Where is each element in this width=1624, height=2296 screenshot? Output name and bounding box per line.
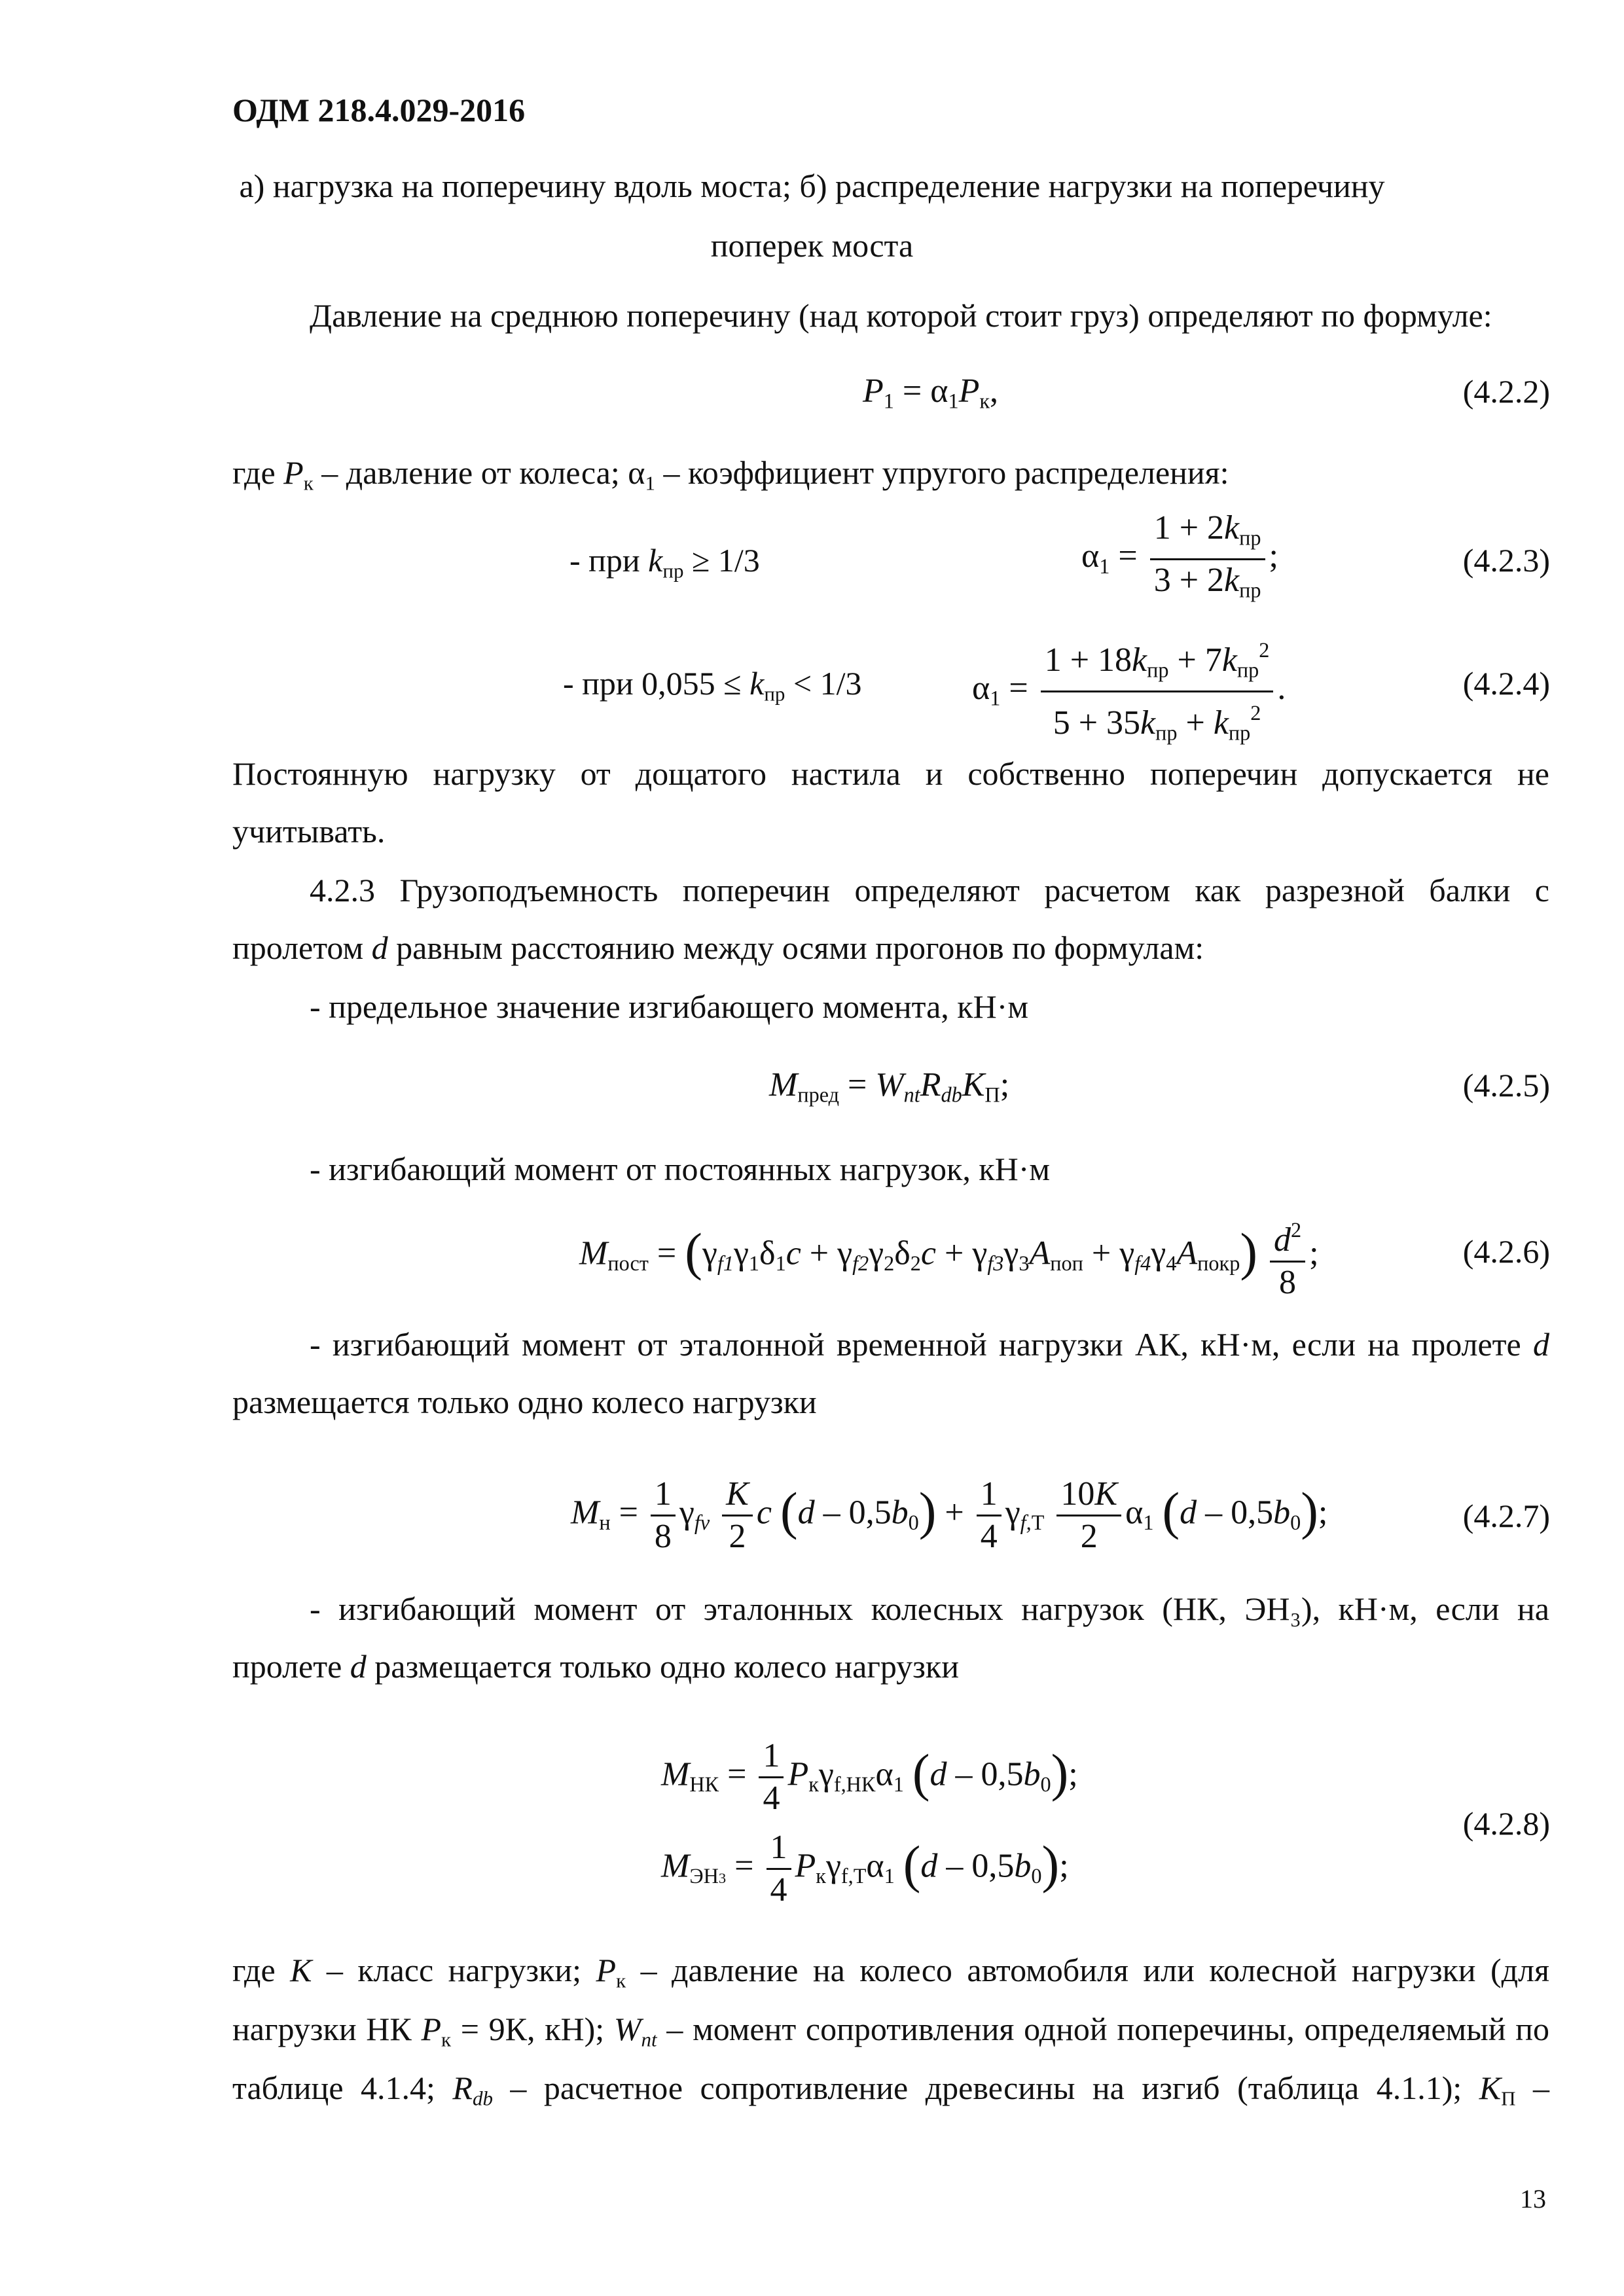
paragraph-permanent-load-line-1: Постоянную нагрузку от дощатого настила и собственно поперечин допускается не — [232, 755, 1549, 792]
equation-4-2-5: $M_{пред}$ = WntRdbK$_П$; — [769, 1066, 1010, 1107]
page-number: 13 — [1520, 2184, 1546, 2214]
equation-number-4-2-3: (4.2.3) — [1462, 542, 1550, 579]
bullet-ak-moment-line-2: размещается только одно колесо нагрузки — [232, 1384, 817, 1420]
figure-caption-line-1: а) нагрузка на поперечину вдоль моста; б) распределение нагрузки на поперечину — [239, 168, 1385, 204]
fraction-4-2-4: $\frac{1 + 18k_{пр} + 7k_{пр}^2}{5 + 35k_{пр} + k_{пр}^2}$ — [1041, 630, 1274, 753]
bullet-wheel-moment-line-2: пролете d размещается только одно колесо нагрузки — [232, 1648, 959, 1685]
paragraph-where-K-line-2: нагрузки НК $P_к = 9К$, кН); Wnt – момент сопротивления одной поперечины, определяемый по — [232, 2011, 1549, 2051]
paragraph-4-2-3-line-1: 4.2.3 Грузоподъемность поперечин определяют расчетом как разрезной балки с — [310, 872, 1549, 908]
bullet-permanent-moment: - изгибающий момент от постоянных нагрузок, кН·м — [310, 1151, 1051, 1187]
paragraph-where-K-line-3: таблице 4.1.4; Rdb – расчетное сопротивление древесины на изгиб (таблица 4.1.1); $K_П$ – — [232, 2070, 1550, 2110]
equation-number-4-2-4: (4.2.4) — [1462, 665, 1550, 702]
condition-k-range: - при $0,055 \le k_{пр} < 1/3$ — [563, 665, 862, 706]
equation-number-4-2-7: (4.2.7) — [1462, 1498, 1550, 1534]
condition-k-geq-one-third: - при $k_{пр} \ge 1/3$ — [569, 542, 760, 583]
paragraph-permanent-load-line-2: учитывать. — [232, 813, 386, 850]
equation-4-2-4: $\alpha_1$ = $\frac{1 + 18k_{пр} + 7k_{пр}^2}{5 + 35k_{пр} + k_{пр}^2}$ . — [972, 630, 1286, 753]
equation-4-2-7: $M_н$ = $\frac{1}{8}$ γfv $\frac{K}{2}$ c $(d - 0,5b_0)$ + $\frac{1}{4}$ $\gamma f,_Т$ $\frac{10K}{2}$ $\alpha_1$ $(d - 0,5b_0)$; — [571, 1475, 1328, 1555]
paragraph-pressure-intro: Давление на среднюю поперечину (над которой стоит груз) определяют по формуле: — [310, 297, 1492, 334]
equation-4-2-8-nk: $M_{НК}$ = $\frac{1}{4}$ $P_к\gamma_{f,НК}\alpha_1$ $(d - 0,5b_0)$; — [661, 1737, 1078, 1817]
fraction-d2-over-8: $\frac{d^2}{8}$ — [1270, 1210, 1305, 1303]
symbol-P: P — [863, 372, 884, 410]
equation-number-4-2-5: (4.2.5) — [1462, 1067, 1550, 1103]
equation-number-4-2-6: (4.2.6) — [1462, 1233, 1550, 1270]
paragraph-where-K-line-1: где K – класс нагрузки; $P_к$ – давление на колесо автомобиля или колесной нагрузки (для — [232, 1952, 1549, 1992]
figure-caption-line-2: поперек моста — [710, 227, 914, 264]
bullet-wheel-moment-line-1: - изгибающий момент от эталонных колесных нагрузок (НК, ЭН₃), кН·м, если на — [310, 1590, 1549, 1627]
equation-4-2-3: $\alpha_1$ = $\frac{1 + 2k_{пр}}{3 + 2k_{пр}}$ ; — [1081, 508, 1278, 610]
paragraph-where-pressure: где $P_к$ – давление от колеса; $\alpha_1$ – коэффициент упругого распределения: — [232, 454, 1229, 495]
equation-4-2-6: $M_{пост} = (\gamma f1\gamma_1\delta_1c + \gamma f2\gamma_2\delta_2c + \gamma f3\gamma_3A_{поп} + \gamma f4\gamma_4A_{покр})$ $\frac{d^2}{8}$ ; — [579, 1210, 1319, 1303]
bullet-limit-moment: - предельное значение изгибающего момента, кН·м — [310, 988, 1028, 1025]
bullet-ak-moment-line-1: - изгибающий момент от эталонной временной нагрузки АК, кН·м, если на пролете d — [310, 1326, 1549, 1363]
document-code-header: ОДМ 218.4.029-2016 — [232, 92, 526, 128]
fraction-4-2-3: $\frac{1 + 2k_{пр}}{3 + 2k_{пр}}$ — [1150, 508, 1265, 610]
equation-4-2-8-en3: $M_{ЭН3}$ = $\frac{1}{4}$ $P_к\gamma_{f,Т}\alpha_1$ $(d - 0,5b_0)$; — [661, 1829, 1069, 1909]
equation-number-4-2-2: (4.2.2) — [1462, 373, 1550, 410]
equation-4-2-2: $P_1 = \alpha_1P_к$, — [863, 372, 999, 413]
equation-number-4-2-8: (4.2.8) — [1462, 1805, 1550, 1842]
paragraph-4-2-3-line-2: пролетом d равным расстоянию между осями прогонов по формулам: — [232, 929, 1204, 966]
